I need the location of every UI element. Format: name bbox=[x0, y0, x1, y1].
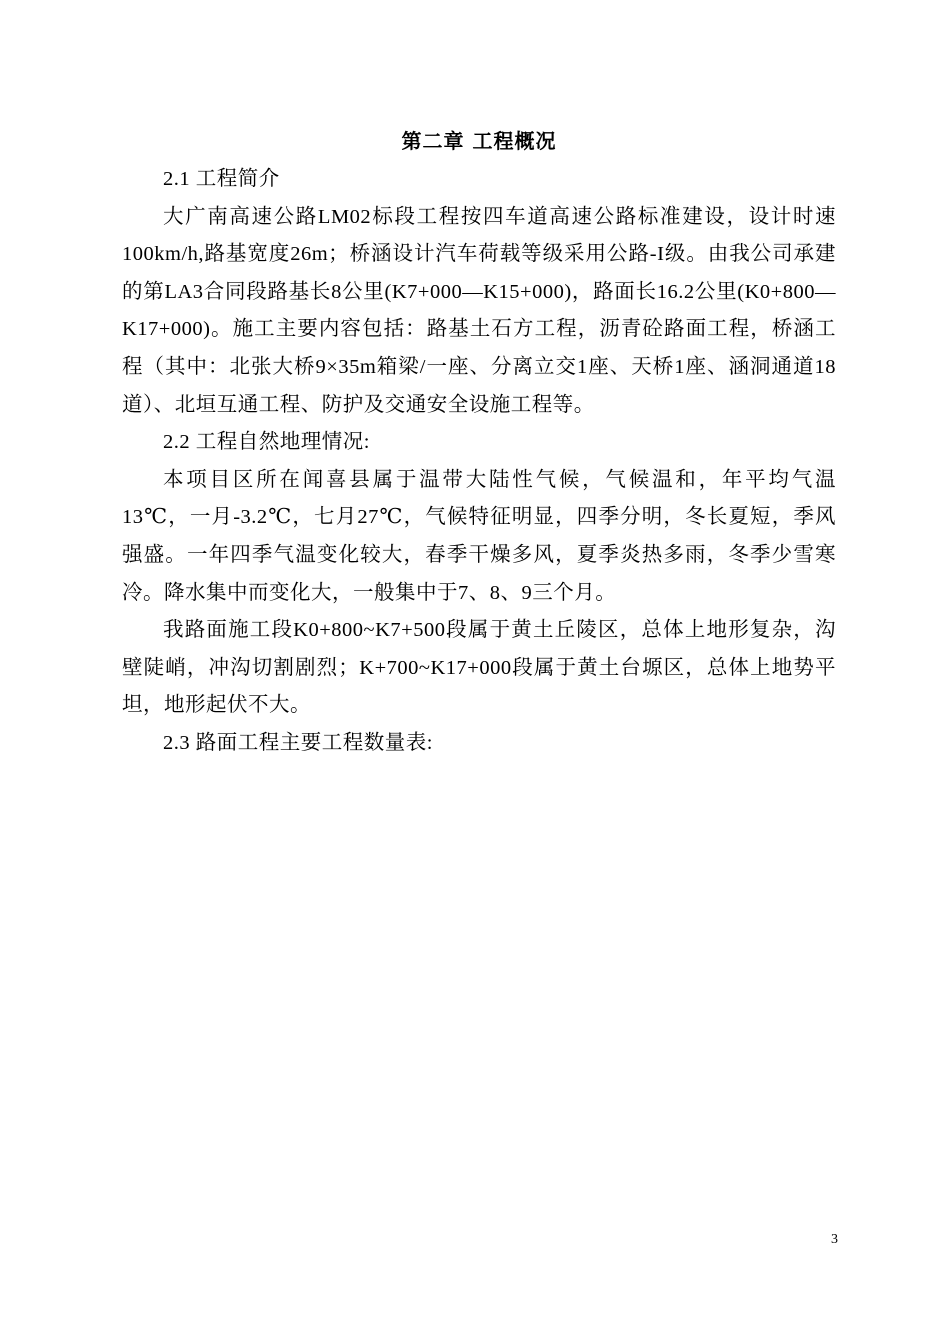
chapter-title: 第二章 工程概况 bbox=[401, 129, 557, 153]
page-content bbox=[122, 121, 836, 763]
section-heading-2-1: 2.1 工程简介 bbox=[163, 168, 280, 190]
page-number: 3 bbox=[831, 1232, 838, 1247]
section-heading-2-3: 2.3 路面工程主要工程数量表: bbox=[163, 731, 433, 754]
section-heading-2-2: 2.2 工程自然地理情况: bbox=[163, 431, 370, 454]
paragraph-climate: 本项目区所在闻喜县属于温带大陆性气候，气候温和，年平均气温13℃，一月-3.2℃，七月27℃，气候特征明显，四季分明，冬长夏短，季风强盛。一年四季气温变化较大，春季干燥多风，夏季炎热多雨，冬季少雪寒冷。降水集中而变化大，一般集中于7、8、9三个月。 bbox=[122, 468, 836, 604]
paragraph-project-intro: 大广南高速公路LM02标段工程按四车道高速公路标准建设，设计时速100km/h,路基宽度26m；桥涵设计汽车荷载等级采用公路-I级。由我公司承建的第LA3合同段路基长8公里(K7+000—K15+000)，路面长16.2公里(K0+800—K17+000)。施工主要内容包括：路基土石方工程，沥青砼路面工程，桥涵工程（其中：北张大桥9×35m箱梁/一座、分离立交1座、天桥1座、涵洞通道18道）、北垣互通工程、防护及交通安全设施工程等。 bbox=[122, 205, 836, 416]
paragraph-terrain: 我路面施工段K0+800~K7+500段属于黄土丘陵区，总体上地形复杂，沟壁陡峭，冲沟切割剧烈；K+700~K17+000段属于黄土台塬区，总体上地势平坦，地形起伏不大。 bbox=[122, 619, 836, 717]
